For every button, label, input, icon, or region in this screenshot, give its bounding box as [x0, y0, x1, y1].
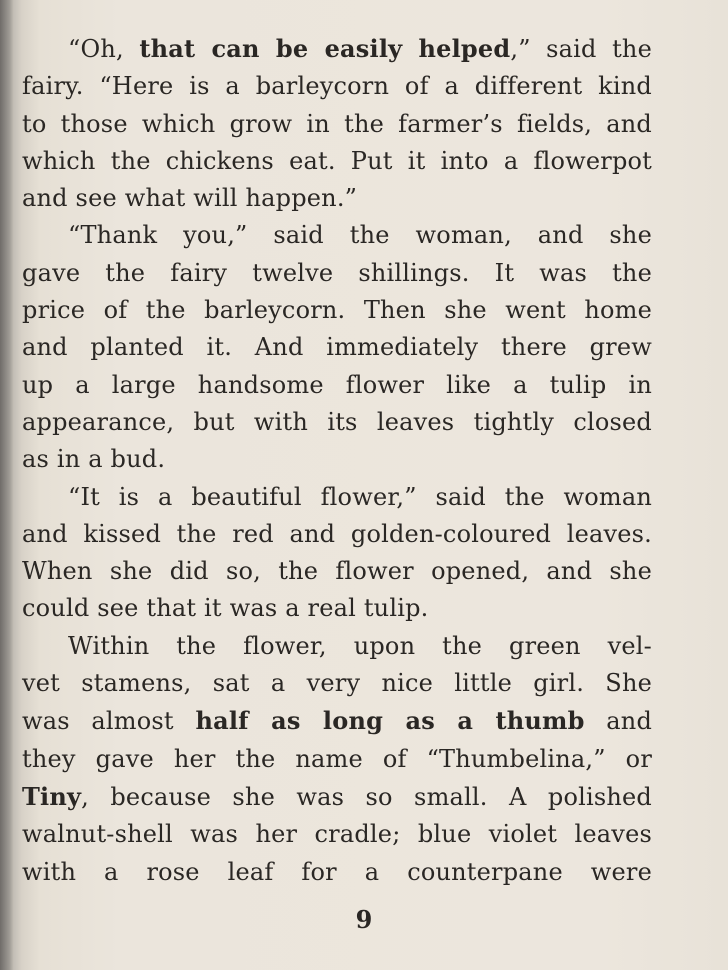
text-line	[22, 854, 652, 891]
text-line	[22, 255, 652, 292]
text-segment: could see that it was a real tulip.	[22, 594, 429, 623]
text-segment: Within the flower, upon the green vel-	[68, 631, 652, 660]
body-text	[22, 30, 652, 891]
text-segment: to those which grow in the farmer’s fields, and	[22, 109, 652, 138]
text-segment: walnut-shell was her cradle; blue violet leaves	[22, 820, 652, 849]
text-line	[22, 702, 652, 740]
book-spine-shadow	[0, 0, 14, 970]
text-line	[22, 217, 652, 254]
text-segment: which the chickens eat. Put it into a flowerpot	[22, 146, 652, 175]
text-segment: and	[584, 707, 653, 736]
text-segment: “Oh,	[68, 35, 140, 63]
bold-text: that can be easily helped	[139, 34, 511, 63]
text-segment: “Thank you,” said the woman, and she	[68, 221, 652, 250]
text-line	[22, 106, 652, 143]
text-line	[22, 816, 652, 853]
text-segment: and planted it. And immediately there grew	[22, 333, 652, 362]
text-segment: fairy. “Here is a barleycorn of a different kind	[22, 72, 652, 101]
text-segment: up a large handsome flower like a tulip in	[22, 370, 652, 399]
text-line	[22, 778, 652, 816]
text-line	[22, 665, 652, 702]
text-segment: as in a bud.	[22, 445, 166, 474]
paragraph	[22, 217, 652, 478]
text-line	[22, 292, 652, 329]
text-line	[22, 516, 652, 553]
text-segment: was almost	[22, 707, 196, 736]
text-line	[22, 741, 652, 778]
bold-text: Tiny	[22, 781, 82, 811]
bold-text: half as long as a thumb	[195, 706, 585, 736]
text-segment: When she did so, the flower opened, and she	[22, 557, 652, 586]
text-line	[22, 329, 652, 366]
text-segment: appearance, but with its leaves tightly closed	[22, 407, 652, 436]
text-segment: with a rose leaf for a counterpane were	[22, 857, 652, 886]
text-line	[22, 30, 652, 68]
text-segment: and see what will happen.”	[22, 184, 358, 213]
text-segment: “It is a beautiful flower,” said the woman	[68, 482, 652, 511]
text-segment: , because she was so small. A polished	[81, 782, 652, 811]
text-segment: ,” said the	[510, 35, 652, 63]
page-number: 9	[355, 905, 373, 934]
text-line	[22, 180, 652, 217]
text-segment: gave the fairy twelve shillings. It was the	[22, 258, 652, 287]
text-line	[22, 553, 652, 590]
text-segment: vet stamens, sat a very nice little girl. She	[22, 669, 652, 698]
text-line	[22, 441, 652, 478]
paragraph	[22, 30, 652, 217]
text-segment: price of the barleycorn. Then she went home	[22, 296, 652, 325]
text-line	[22, 628, 652, 665]
text-segment: they gave her the name of “Thumbelina,” or	[22, 744, 652, 773]
text-line	[22, 367, 652, 404]
text-line	[22, 143, 652, 180]
text-line	[22, 479, 652, 516]
paragraph	[22, 628, 652, 891]
text-line	[22, 404, 652, 441]
paragraph	[22, 479, 652, 628]
text-segment: and kissed the red and golden-coloured leaves.	[22, 519, 652, 548]
text-line	[22, 590, 652, 627]
text-line	[22, 68, 652, 105]
